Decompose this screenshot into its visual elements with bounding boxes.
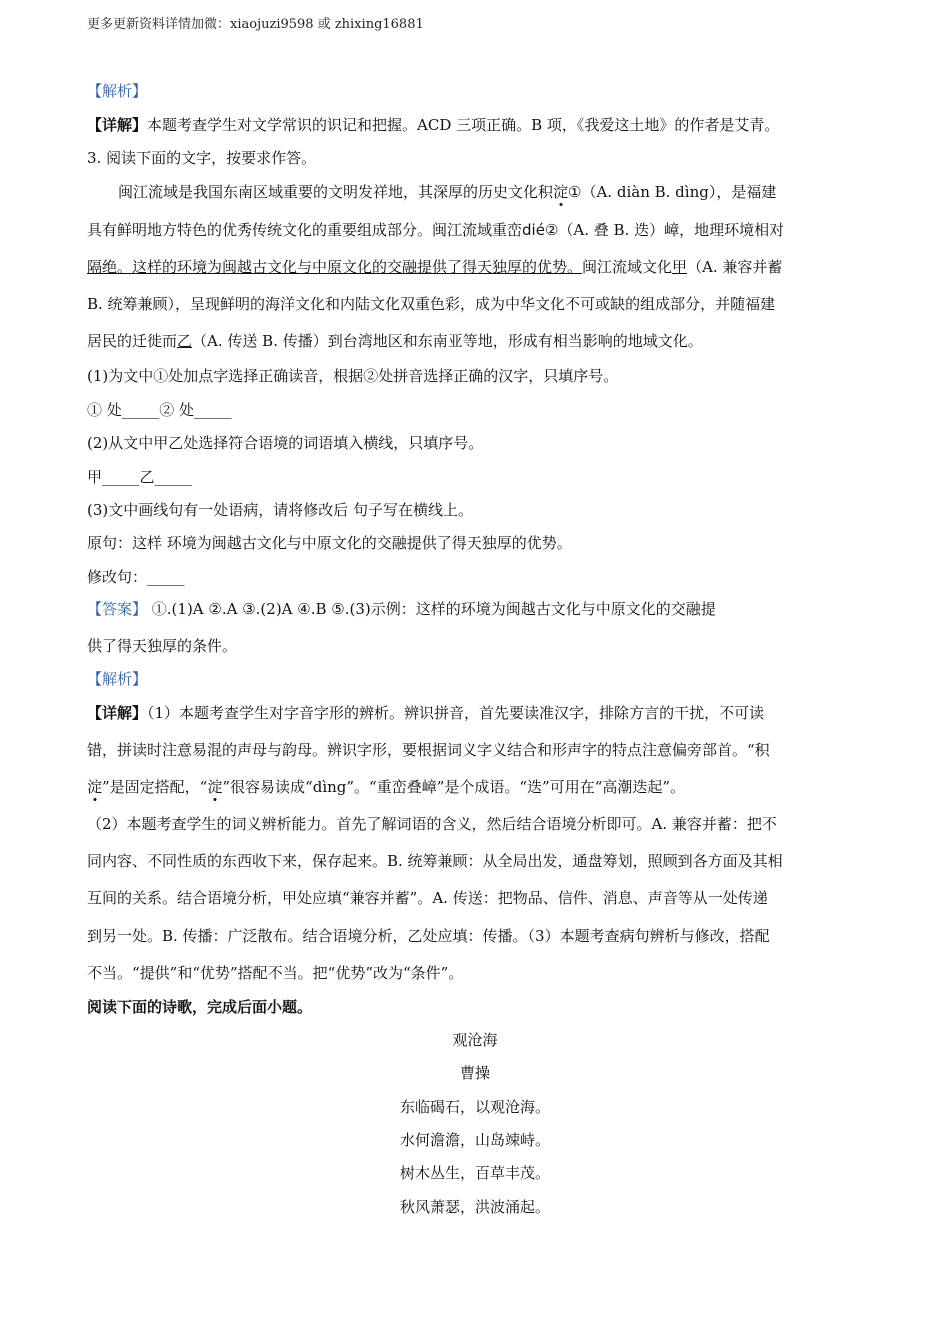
sub-question-1: (1)为文中①处加点字选择正确读音，根据②处拼音选择正确的汉字，只填序号。 (87, 367, 619, 385)
q3-title: 3. 阅读下面的文字，按要求作答。 (87, 149, 317, 167)
q3-detail-line-3 (87, 777, 685, 797)
q3-analysis-tag: 【解析】 (87, 670, 148, 688)
answer-line-1 (87, 599, 716, 619)
answer-tag: 【答案】 (87, 600, 148, 618)
passage-text: ①（A. diàn B. dìng），是福建 (568, 183, 777, 201)
dotted-char: 淀 (553, 183, 569, 201)
q3-detail-line-4: （2）本题考查学生的词义辨析能力。首先了解词语的含义，然后结合语境分析即可。A. 兼容并蓄：把不 (87, 815, 777, 833)
q3-detail-line-8: 不当。“提供”和“优势”搭配不当。把“优势”改为“条件”。 (87, 964, 464, 982)
sub-question-1-blanks: ① 处_____② 处_____ (87, 401, 232, 419)
q3-detail-line-7: 到另一处。B. 传播：广泛散布。结合语境分析，乙处应填：传播。（3）本题考查病句辨析与修改，搭配 (87, 927, 770, 945)
poem-intro: 阅读下面的诗歌，完成后面小题。 (87, 998, 313, 1016)
detail-text: （1）本题考查学生对字音字形的辨析。辨识拼音，首先要读准汉字，排除方言的干扰，不可读 (147, 704, 765, 722)
q2-detail (87, 115, 779, 135)
poem-line: 水何澹澹，山岛竦峙。 (399, 1131, 550, 1149)
poem-title: 观沧海 (452, 1031, 498, 1049)
q3-detail-line-5: 同内容、不同性质的东西收下来，保存起来。B. 统筹兼顾：从全局出发，通盘筹划，照顾到各方面及其相 (87, 852, 783, 870)
sub-question-3: (3)文中画线句有一处语病，请将修改后 句子写在横线上。 (87, 501, 474, 519)
q2-detail-text: 本题考查学生对文学常识的识记和把握。ACD 三项正确。B 项，《我爱这土地》的作者是艾青。 (147, 116, 780, 134)
answer-line-2: 供了得天独厚的条件。 (87, 637, 238, 655)
q3-detail-line-2: 错，拼读时注意易混的声母与韵母。辨识字形，要根据词义字义结合和形声字的特点注意偏旁部首。“积 (87, 741, 770, 759)
passage-line-5 (87, 331, 703, 351)
detail-text: ”很容易读成“dìng”。“重峦叠嶂”是个成语。“迭”可用在“高潮迭起”。 (222, 778, 686, 796)
passage-text: 闽江流域是我国东南区域重要的文明发祥地，其深厚的历史文化积 (118, 183, 554, 201)
page-header: 更多更新资料详情加微：xiaojuzi9598 或 zhixing16881 (87, 17, 424, 32)
original-sentence: 原句：这样 环境为闽越古文化与中原文化的交融提供了得天独厚的优势。 (87, 534, 572, 552)
passage-text: （A. 传送 B. 传播）到台湾地区和东南亚等地，形成有相当影响的地域文化。 (192, 332, 703, 350)
poem-line: 秋风萧瑟，洪波涌起。 (399, 1198, 550, 1216)
passage-text: 闽江流域文化 (582, 258, 673, 276)
passage-text: 居民的迁徙而 (87, 332, 178, 350)
q2-analysis-tag: 【解析】 (87, 82, 148, 100)
poem-author: 曹操 (459, 1064, 490, 1082)
q2-detail-tag: 【详解】 (87, 116, 148, 134)
detail-text: ”是固定搭配，“ (102, 778, 208, 796)
passage-text: （A. 兼容并蓄 (687, 258, 783, 276)
answer-text: ①.(1)A ②.A ③.(2)A ④.B ⑤.(3)示例：这样的环境为闽越古文化与中原文化的交融提 (147, 600, 716, 618)
passage-text: ②（A. 叠 B. 迭）嶂，地理环境相对 (544, 221, 785, 239)
poem-line: 树木丛生，百草丰茂。 (399, 1164, 550, 1182)
sub-question-2-blanks: 甲_____乙_____ (87, 468, 193, 486)
blank-yi: 乙 (177, 332, 193, 350)
sub-question-2: (2)从文中甲乙处选择符合语境的词语填入横线，只填序号。 (87, 434, 484, 452)
q3-detail-tag: 【详解】 (87, 704, 148, 722)
blank-jia: 甲 (672, 258, 688, 276)
q3-detail-line-6: 互间的关系。结合语境分析，甲处应填“兼容并蓄”。A. 传送：把物品、信件、消息、声音等从一处传递 (87, 889, 768, 907)
passage-text: 隔绝。 (87, 258, 133, 276)
passage-line-2 (87, 220, 784, 240)
modified-sentence: 修改句：_____ (87, 568, 185, 586)
passage-line-3 (87, 257, 782, 277)
passage-line-4: B. 统筹兼顾），呈现鲜明的海洋文化和内陆文化双重色彩，成为中华文化不可或缺的组成部分，并随福建 (87, 295, 776, 313)
pinyin: dié (522, 221, 545, 239)
q3-detail-line-1 (87, 703, 764, 723)
poem-line: 东临碣石，以观沧海。 (399, 1098, 550, 1116)
passage-line-1 (118, 182, 776, 202)
passage-text: 具有鲜明地方特色的优秀传统文化的重要组成部分。闽江流域重峦 (87, 221, 523, 239)
underlined-sentence: 这样的环境为闽越古文化与中原文化的交融提供了得天独厚的优势。 (132, 258, 583, 276)
dotted-char: 淀 (87, 778, 103, 796)
dotted-char: 淀 (207, 778, 223, 796)
